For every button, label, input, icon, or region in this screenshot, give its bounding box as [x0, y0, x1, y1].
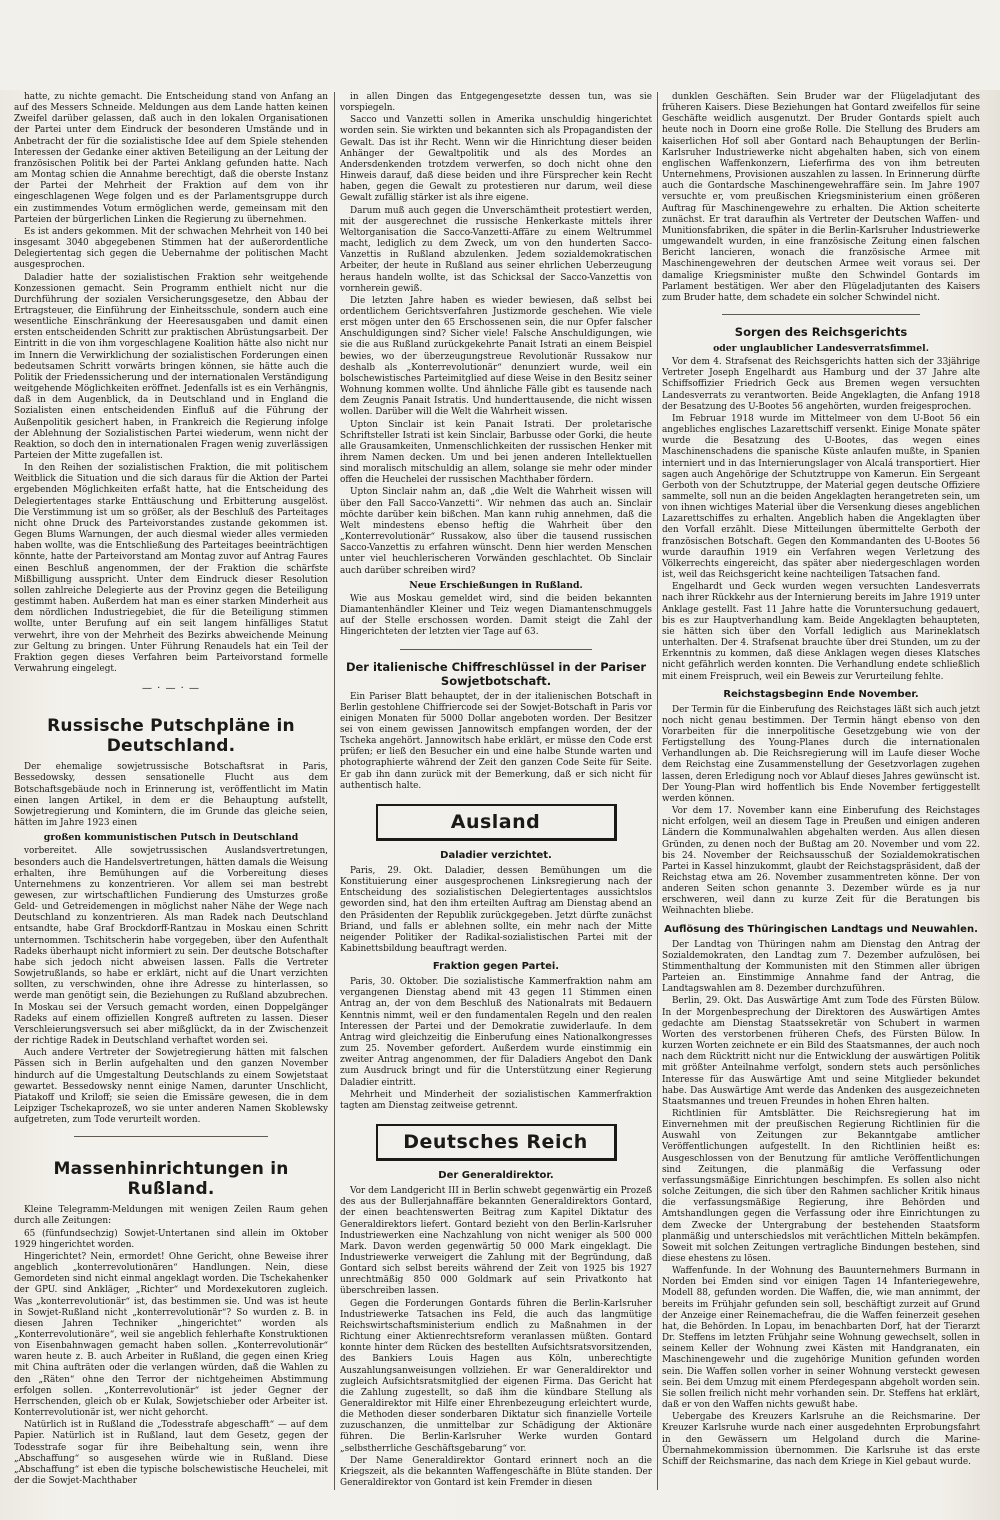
column-rule — [334, 92, 335, 1490]
section-header-deutsches-reich: Deutsches Reich — [376, 1124, 617, 1161]
divider — [74, 1136, 268, 1137]
article-paragraph: Upton Sinclair ist kein Panait Istrati. Der proletarische Schriftsteller Istrati ist kein Sinclair, Barbusse oder Gorki, die heute alle Grausamkeiten, Unmenschlichkeiten der russischen Henker mit ihrem Namen decken. Um und bei jenen anderen Intellektuellen sind moralisch mitschuldig an allem, solange sie mehr oder minder offen die Heuchelei der russischen Machthaber fördern. — [340, 419, 652, 486]
column-rule — [657, 92, 658, 1490]
headline-putschplaene: Russische Putschpläne in Deutschland. — [47, 716, 295, 757]
article-paragraph: Sacco und Vanzetti sollen in Amerika unschuldig hingerichtet worden sein. Sie wirkten und bekannten sich als Propagandisten der Gewalt. Das ist ihr Recht. Wenn wir die Hinrichtung dieser beiden Anhänger der Gewaltpolitik und als des Mordes an Andersdenkenden trotzdem verwerfen, so doch nicht ohne den Hinweis darauf, daß diese beiden und ihre Fürsprecher kein Recht haben, gegen die Gewalt zu protestieren nur darum, weil diese Gewalt zufällig stärker ist als ihre eigene. — [340, 115, 652, 204]
article-paragraph: Der Landtag von Thüringen nahm am Dienstag den Antrag der Sozialdemokraten, den Landtag zum 7. Dezember aufzulösen, bei Stimmenthaltung der Kommunisten mit den Stimmen aller übrigen Parteien an. Einstimmige Annahme fand der Antrag, die Landtagswahlen am 8. Dezember durchzuführen. — [662, 939, 980, 995]
article-paragraph: Richtlinien für Amtsblätter. Die Reichsregierung hat im Einvernehmen mit der preußischen Regierung Richtlinien für die Auswahl von Zeitungen zur Bekanntgabe amtlicher Veröffentlichungen aufgestellt. In den Richtlinien heißt es: Ausgeschlossen von der Benutzung für amtliche Veröffentlichungen sind Zeitungen, die planmäßig die Verfassung oder verfassungsmäßige Einrichtungen beschimpfen. Es sollen also nicht solche Zeitungen, die sich über den Rahmen sachlicher Kritik hinaus die verfassungsmäßige Regierung, ihre Behörden und Amtshandlungen gegen die Verfassung oder ihre Einrichtungen zu dem Zwecke der Untergrabung der bestehenden Staatsform planmäßig und unterschiedslos mit verächtlichen Mitteln bekämpfen. Soweit mit solchen Zeitungen vertragliche Bindungen bestehen, sind diese ehestens zu lösen. — [662, 1108, 980, 1264]
article-paragraph: Vor dem 17. November kann eine Einberufung des Reichstages nicht erfolgen, weil an diesem Tage in Preußen und einigen anderen Ländern die Kommunalwahlen abgehalten werden. Aus allen diesen Gründen, zu denen noch der Bußtag am 20. November und vom 22. bis 24. November der Reichsausschuß der Sozialdemokratischen Partei in Kassel hinzukommt, glaubt der Reichstagspräsident, daß der Reichstag etwa am 26. November zusammentreten könne. Der von anderen Seiten schon genannte 3. Dezember würde es ja nur erschweren, weil dann zu kurze Zeit für die Beratungen bis Weihnachten bliebe. — [662, 806, 980, 917]
article-paragraph: Hingerichtet? Nein, ermordet! Ohne Gericht, ohne Beweise ihrer angeblich „konterrevolutionären“ Handlungen. Nein, diese Gemordeten sind nicht einmal angeklagt worden. Die Tschekahenker der GPU. sind Ankläger, „Richter“ und Mordexekutoren zugleich. Was „konterrevolutionär“ ist, das bestimmen sie. Und was ist heute in Sowjet-Rußland nicht „konterrevolutionär“? So wurden z. B. in diesen Jahren Techniker „hingerichtet“ worden als „Konterrevolutionäre“, weil sie angeblich fehlerhafte Konstruktionen von Eisenbahnwagen gemacht haben sollen. „Konterrevolutionär“ waren heute z. B. auch Arbeiter in Rußland, die gegen einen Krieg mit China aufträten oder die verlangen würden, daß die Wahlen zu den „Räten“ ohne den Terror der nichtgeheimen Abstimmung erfolgen sollen. „Konterrevolutionär“ ist jeder Gegner der Herrschenden, gleich ob er Kulak, Sowjetschieber oder Arbeiter ist. Konterrevolutionär ist, wer nicht gehorcht. — [14, 1251, 328, 1419]
column-1 — [14, 92, 328, 1490]
article-paragraph: Berlin, 29. Okt. Das Auswärtige Amt zum Tode des Fürsten Bülow. In der Morgenbesprechung der Direktoren des Auswärtigen Amtes gedachte am Dienstag Staatssekretär von Schubert in warmen Worten des verstorbenen früheren Chefs, des Fürsten Bülow. In kurzen Worten zeichnete er ein Bild des Staatsmannes, der auch noch nach dem Rücktritt nicht nur die Entwicklung der auswärtigen Politik mit größter Anteilnahme verfolgt, sondern stets auch persönliches Interesse für das Auswärtige Amt und seine Mitglieder bekundet habe. Das Auswärtige Amt werde das Andenken des ausgezeichneten Staatsmannes und treuen Freundes in hohen Ehren halten. — [662, 996, 980, 1107]
subheadline: Neue Erschießungen in Rußland. — [409, 579, 583, 591]
article-paragraph: vorbereitet. Alle sowjetrussischen Auslandsvertretungen, besonders auch die Handelsvertretungen, hätten damals die Weisung erhalten, ihre Bemühungen auf die Vorbereitung dieses Unternehmens zu konzentrieren. Vor allem sei man bestrebt gewesen, zur wirtschaftlichen Fundierung des Umsturzes große Geld- und Getreidemengen in möglichst naher Nähe der Wege nach Deutschland zu konzentrieren. Als man Radek nach Deutschland entsandte, habe Graf Brockdorff-Rantzau in Moskau einen Schritt unternommen. Tschitscherin habe vorgegeben, über den Aufenthalt Radeks überhaupt nicht informiert zu sein. Der deutsche Botschafter habe sich jedoch nicht abweisen lassen. Falls die Vertreter Sowjetrußlands, so habe er erklärt, nicht auf die Unart verzichten sollten, zu verschwinden, ohne ihre Adresse zu hinterlassen, so werde man genötigt sein, die Beziehungen zu Rußland abzubrechen. In Moskau sei der Versuch gemacht worden, einen Doppelgänger Radeks auf einem offiziellen Kongreß auftreten zu lassen. Dieser Verschleierungsversuch sei aber mißglückt, da in der Zwischenzeit der richtige Radek in Deutschland verhaftet worden sei. — [14, 846, 328, 1047]
article-paragraph: Der Name Generaldirektor Gontard erinnert noch an die Kriegszeit, als die bekannten Waffengeschäfte in Blüte standen. Der Generaldirektor von Gontard ist kein Fremder in diesen — [340, 1455, 652, 1489]
article-paragraph: In den Reihen der sozialistischen Fraktion, die mit politischem Weitblick die Situation und die sich daraus für die Aktion der Partei ergebenden Möglichkeiten erfaßt hatte, hat die Entscheidung des Delegiertentages starke Enttäuschung und Erbitterung ausgelöst. Die Verstimmung ist um so größer, als der Beschluß des Parteitages nicht ohne Druck des Parteivorstandes zustande gekommen ist. Gegen Blums Warnungen, der auch diesmal wieder alles vermieden haben wollte, was die Entschließung des Parteitages beeinträchtigen könnte, hatte der Parteivorstand am Montag zuvor auf Antrag Faures einen Beschluß angenommen, der der Fraktion die schärfste Mißbilligung ausspricht. Unter dem Eindruck dieser Resolution sollen zahlreiche Delegierte aus der Provinz gegen die Beteiligung gestimmt haben. Außerdem hat man es einer starken Minderheit aus dem nördlichen Industriegebiet, die für die Beteiligung stimmen wollte, unter Berufung auf ein seit langem hinfälliges Statut verwehrt, ihre von der Mehrheit des Bezirks abweichende Meinung zur Geltung zu bringen. Unter Führung Renaudels hat ein Teil der Fraktion gegen dieses Verfahren beim Parteivorstand formelle Verwahrung eingelegt. — [14, 463, 328, 674]
headline-reichsgericht: Sorgen des Reichsgerichts — [734, 324, 908, 339]
article-paragraph: Gegen die Forderungen Gontards führen die Berlin-Karlsruher Industriewerke Tatsachen ins Feld, die auch das langmütige Reichswirtschaftsministerium endlich zu Maßnahmen in der Richtung einer Aktienrechtsreform veranlassen müßten. Gontard konnte hinter dem Rücken des bestellten Aufsichtsratsvorsitzenden, des Bankiers Louis Hagen aus Köln, unberechtigte Auszahlungsanweisungen vollziehen. Er war Generaldirektor und zugleich Aufsichtsratsmitglied der eigenen Firma. Das Gericht hat die Zahlung zugestellt, so daß ihm die kündbare Stellung als Generaldirektor mit Hilfe einer Ehrenbezeugung erleichtert wurde, die Methoden dieser sonderbaren Diktatur sich finanzielle Vorteile zuzuschanzen, die unmittelbar zur Schädigung der Aktionäre führen. Die Berlin-Karlsruher Werke wurden Gontard „selbstherrliche Geschäftsgebarung“ vor. — [340, 1298, 652, 1454]
article-paragraph: Uebergabe des Kreuzers Karlsruhe an die Reichsmarine. Der Kreuzer Karlsruhe wurde nach einer ausgedehnten Erprobungsfahrt in den Gewässern um Helgoland durch die Marine-Übernahmekommission übernommen. Die Karlsruhe ist das erste Schiff der Reichsmarine, das nach dem Kriege in Kiel gebaut wurde. — [662, 1412, 980, 1467]
headline-chiffreschluessel: Der italienische Chiffreschlüssel in der Pariser Sowjetbotschaft. — [345, 659, 647, 688]
article-paragraph: Im Februar 1918 wurde im Mittelmeer von dem U-Boot 56 ein angebliches englisches Lazarettschiff versenkt. Einige Monate später wurde die Besatzung des U-Bootes, das wegen eines Maschinenschadens die spanische Küste anlaufen mußte, in Spanien interniert und in das Internierungslager von Alcalá transportiert. Hier sagen auch Angehörige der Schutztruppe von Kamerun. Ein Sergeant Gerboth von der Schutztruppe, der Material gegen deutsche Offiziere sammelte, soll nun an die beiden Angeklagten herangetreten sein, um von ihnen wichtiges Material über die Versenkung dieses angeblichen Lazarettschiffes zu erhalten. Angeblich haben die Angeklagten über den Vorfall erzählt. Diese Mitteilungen übermittelte Gerboth der französischen Botschaft. Gegen den Kommandanten des U-Bootes 56 wurde daraufhin 1919 ein Verfahren wegen Verletzung des Völkerrechts eingereicht, das später aber niedergeschlagen worden ist, weil das Reichsgericht keine nachteiligen Tatsachen fand. — [662, 413, 980, 581]
article-paragraph: Darum muß auch gegen die Unverschämtheit protestiert werden, mit der ausgerechnet die russische Henkerkaste mittels ihrer Weltorganisation die Sacco-Vanzetti-Affäre zu einem Weltrummel macht, lediglich zu dem Zweck, um von den hunderten Sacco-Vanzettis in Rußland abzulenken. Jedem sozialdemokratischen Arbeiter, der heute in Rußland aus seiner ehrlichen Ueberzeugung heraus handeln wollte, ist das Schicksal der Sacco-Vanzettis von vornherein gewiß. — [340, 205, 652, 294]
headline-daladier: Daladier verzichtet. — [440, 849, 552, 861]
article-paragraph: Kleine Telegramm-Meldungen mit wenigen Zeilen Raum gehen durch alle Zeitungen: — [14, 1205, 328, 1227]
divider — [722, 314, 920, 315]
headline-generaldirektor: Der Generaldirektor. — [438, 1170, 554, 1182]
article-paragraph: Vor dem Landgericht III in Berlin schwebt gegenwärtig ein Prozeß des aus der Bullerjahnaffäre bekannten Generaldirektors Gontard, der einen beachtenswerten Beitrag zum Kapitel Diktatur des Generaldirektors liefert. Gontard bezieht von den Berlin-Karlsruher Industriewerken eine Nachzahlung von nicht weniger als 500 000 Mark. Davon werden gegenwärtig 50 000 Mark eingeklagt. Die Industriewerke verweigert die Zahlung mit der Begründung, daß Gontard sich selbst bereits während der Zeit von 1925 bis 1927 unrechtmäßig 850 000 Goldmark auf sein Privatkonto hat überschreiben lassen. — [340, 1186, 652, 1297]
headline-fraktion: Fraktion gegen Partei. — [432, 961, 560, 973]
article-paragraph: 65 (fünfundsechzig) Sowjet-Untertanen sind allein im Oktober 1929 hingerichtet worden. — [14, 1228, 328, 1250]
article-paragraph: Paris, 29. Okt. Daladier, dessen Bemühungen um die Konstituierung einer ausgesprochenen Linksregierung nach der Entscheidung des sozialistischen Delegiertentages aussichtslos geworden sind, hat den ihm erteilten Auftrag am Dienstag abend an den Präsidenten der Republik zurückgegeben. Jetzt dürfte zunächst Briand, und falls er ablehnen sollte, ein mehr nach der Mitte neigender Politiker der Radikal-sozialistischen Partei mit der Kabinettsbildung beauftragt werden. — [340, 865, 652, 954]
article-paragraph: Natürlich ist in Rußland die „Todesstrafe abgeschafft“ — auf dem Papier. Natürlich ist in Rußland, laut dem Gesetz, gegen der Todesstrafe sogar für ihre Beibehaltung sein, wenn ihre „Abschaffung“ so ausgesehen würde wie in Rußland. Diese „Abschaffung“ ist eben die typische bolschewistische Heuchelei, mit der die Sowjet-Machthaber — [14, 1420, 328, 1487]
article-paragraph: Wie aus Moskau gemeldet wird, sind die beiden bekannten Diamantenhändler Kleiner und Teiz wegen Diamantenschmuggels auf der Stelle erschossen worden. Damit steigt die Zahl der Hingerichteten der letzten vier Tage auf 63. — [340, 593, 652, 638]
article-paragraph: Paris, 30. Oktober. Die sozialistische Kammerfraktion nahm am vergangenen Dienstag abend mit 43 gegen 11 Stimmen einen Antrag an, der von dem Beschluß des Nationalrats mit Bedauern Kenntnis nimmt, weil er den fundamentalen Regeln und den realen Interessen der Partei und der Demokratie zuwiderlaufe. In dem Antrag wird gleichzeitig die Einberufung eines Nationalkongresses zum 25. November gefordert. Außerdem wurde einstimmig ein zweiter Antrag angenommen, der für Daladiers Angebot den Dank zum Ausdruck bringt und für die Unterstützung einer Regierung Daladier eintritt. — [340, 977, 652, 1088]
article-paragraph: Auch andere Vertreter der Sowjetregierung hätten mit falschen Pässen sich in Berlin aufgehalten und den ganzen November hindurch auf die Umgestaltung Deutschlands zu einem Sowjetstaat gewartet. Bessedowsky nennt einige Namen, darunter Unschlicht, Piatakoff und Kriloff; sie seien die Emissäre gewesen, die in dem Leipziger Tschekaprozeß, wo sie unter anderen Namen Skoblewsky aufgetreten, zum Tode verurteilt worden. — [14, 1048, 328, 1126]
article-paragraph: Ein Pariser Blatt behauptet, der in der italienischen Botschaft in Berlin gestohlene Chiffriercode sei der Sowjet-Botschaft in Paris vor einigen Monaten für 5000 Dollar angeboten worden. Der Besitzer sei von einem gewissen Jannowitsch empfangen worden, der der Tscheka angehört. Jannowitsch habe erklärt, er müsse den Code erst prüfen; er ließ den Besucher ein und eine halbe Stunde warten und photographierte während der Zeit den ganzen Code Seite für Seite. Er gab ihn dann zurück mit der Bemerkung, daß er sich nicht für authentisch halte. — [340, 691, 652, 791]
divider — [400, 649, 592, 650]
article-paragraph: Die letzten Jahre haben es wieder bewiesen, daß selbst bei ordentlichem Gerichtsverfahren Justizmorde geschehen. Wie viele erst mögen unter den 65 Erschossenen sein, die nur Opfer falscher Anschuldigungen sind? Sicher viele! Falsche Anschuldigungen, wie sie die aus Rußland zurückgekehrte Panait Istrati an einem Beispiel bewies, wo der überzeugungstreue Revolutionär Russakow nur deshalb als „Konterrevolutionär“ denunziert wurde, weil ein bolschewistisches Parteimitglied auf diese Weise in den Besitz seiner Wohnung kommen wollte. Und ähnliche Fälle gibt es tausende nach dem Zeugnis Panait Istratis. Und hunderttausende, die nicht wissen wollen. Darüber will die Welt die Wahrheit wissen. — [340, 295, 652, 418]
column-2 — [340, 92, 652, 1490]
article-paragraph: Der Termin für die Einberufung des Reichstages läßt sich auch jetzt noch nicht genau bestimmen. Der Termin hängt ebenso von den Vorarbeiten für die innerpolitische Gesetzgebung wie von der Fertigstellung des Young-Planes durch die internationalen Verhandlungen ab. Die Reichsregierung will im Laufe dieser Woche dem Reichstag eine Zusammenstellung der Gesetzvorlagen zugehen lassen, deren Erledigung noch vor Ablauf dieses Jahres gewünscht ist. Der Young-Plan wird hoffentlich bis Ende November fertiggestellt werden können. — [662, 704, 980, 804]
article-paragraph: in allen Dingen das Entgegengesetzte dessen tun, was sie vorspiegeln. — [340, 92, 652, 114]
article-paragraph: Engelhardt und Geck wurden wegen versuchten Landesverrats nach ihrer Rückkehr aus der Internierung bereits im Jahre 1919 unter Anklage gestellt. Fast 11 Jahre hatte die Voruntersuchung gedauert, bis es zur Hauptverhandlung kam. Beide Angeklagten behaupteten, sie hätten sich über den Vorfall lediglich aus Marineklatsch unterhalten. Der 4. Strafsenat brauchte über drei Stunden, um zu der Erkenntnis zu kommen, daß diese Anklagen wegen dieses Klatsches nicht gefährlich werden konnten. Die Verhandlung endete schließlich mit einem Freispruch, weil ein Beweis zur Verurteilung fehlte. — [662, 582, 980, 682]
top-margin — [0, 0, 1000, 90]
article-paragraph: Upton Sinclair nahm an, daß „die Welt die Wahrheit wissen will über den Fall Sacco-Vanzetti“. Wir nehmen das auch an. Sinclair möchte darüber kein bißchen. Man kann ruhig annehmen, daß die Welt mindestens ebenso heftig die Wahrheit über den „Konterrevolutionär“ Russakow, also über die tausend russischen Sacco-Vanzettis zu erfahren wünscht. Denn hier werden Menschen unter viel heuchlerischeren Vorwänden geschlachtet. Ob Sinclair auch darüber schreiben wird? — [340, 487, 652, 576]
section-header-ausland: Ausland — [376, 804, 617, 841]
headline-reichstagsbeginn: Reichstagsbeginn Ende November. — [723, 688, 919, 700]
article-paragraph: dunklen Geschäften. Sein Bruder war der Flügeladjutant des früheren Kaisers. Diese Beziehungen hat Gontard zweifellos für seine Geschäfte weidlich ausgenutzt. Der Bruder Gontards spielt auch heute noch in Doorn eine große Rolle. Die Stellung des Bruders am kaiserlichen Hof soll aber Gontard nach Behauptungen der Berlin-Karlsruher Industriewerke nicht abgehalten haben, sich von einem englischen Waffenkonzern, Lieferfirma des von ihm betreuten Unternehmens, Provisionen auszahlen zu lassen. In Erinnerung dürfte auch die Gontardsche Maschinengewehraffäre sein. Im Jahre 1907 versuchte er, vom preußischen Kriegsministerium einen größeren Auftrag für Maschinengewehre zu erhalten. Die Aktion scheiterte zunächst. Er trat daraufhin als Vertreter der Deutschen Waffen- und Munitionsfabriken, die später in die Berlin-Karlsruher Industriewerke umgewandelt wurden, in eine französische Zeitung einen falschen Bericht lancieren, wonach die französische Armee mit Maschinengewehren der deutschen Armee weit voraus sei. Der damalige Kriegsminister mußte den Schwindel Gontards im Parlament bestätigen. Wer aber den Flügeladjutanten des Kaisers zum Bruder hatte, dem schadete ein solcher Schwindel nicht. — [662, 92, 980, 303]
article-paragraph: Der ehemalige sowjetrussische Botschaftsrat in Paris, Bessedowsky, dessen sensationelle Flucht aus dem Botschaftsgebäude noch in Erinnerung ist, veröffentlicht im Matin einen langen Artikel, in dem er die Behauptung aufstellt, Sowjetregierung und Komintern, die im Grunde das gleiche seien, hätten im Jahre 1923 einen — [14, 762, 328, 829]
article-paragraph: Waffenfunde. In der Wohnung des Bauunternehmers Burmann in Norden bei Emden sind vor einigen Tagen 14 Infanteriegewehre, Modell 88, gefunden worden. Die Waffen, die, wie man annimmt, der bereits im Frühjahr gefunden sein soll, beschäftigt zurzeit auf Grund der Anzeige einer Reinemachefrau, die die Waffen feinerzeit gesehen hat, die Behörden. In Lopau, im benachbarten Dorf, hat der Tierarzt Dr. Steffens im letzten Frühjahr seine Wohnung gewechselt, sollen in seinem Keller der Wohnung zwei Kästen mit Handgranaten, ein Maschinengewehr und die zugehörige Munition gefunden worden sein. Die Waffen sollen vorher in seiner Wohnung versteckt gewesen sein. Bei dem Umzug mit einem Pferdegespann abgeholt worden sein. Sie sollen freilich nicht mehr vorhanden sein. Dr. Steffens hat erklärt, daß er von den Waffen nichts gewußt habe. — [662, 1266, 980, 1411]
article-paragraph: Daladier hatte der sozialistischen Fraktion sehr weitgehende Konzessionen gemacht. Sein Programm enthielt nicht nur die Durchführung der sozialen Versicherungsgesetze, den Abbau der Ertragsteuer, die Einführung der Einheitsschule, sondern auch eine wesentliche Einschränkung der Heeresausgaben und damit einen ersten entscheidenden Schritt zur praktischen Abrüstungsarbeit. Der Eintritt in die von ihm vorgeschlagene Koalition hätte also nicht nur im Innern die Verwirklichung der sozialistischen Forderungen einen bedeutsamen Schritt vorwärts bringen können, sie hätte auch die Politik der Friedenssicherung und der internationalen Verständigung weitgehende Möglichkeiten eröffnet. Jedenfalls ist es ein Verhängnis, daß in dem Augenblick, da in Deutschland und in England die Sozialisten einen entscheidenden Einfluß auf die Führung der Außenpolitik gesichert haben, in Frankreich die Regierung infolge der Ablehnung der Sozialistischen Partei wiederum, wenn nicht der Reaktion, so doch den in internationalen Fragen wenig zuverlässigen Parteien der Mitte zugefallen ist. — [14, 272, 328, 461]
article-paragraph: Mehrheit und Minderheit der sozialistischen Kammerfraktion tagten am Dienstag zeitweise getrennt. — [340, 1089, 652, 1111]
subheadline: oder unglaublicher Landesverratsfimmel. — [713, 342, 929, 354]
separator-ornament: — · — · — — [141, 683, 201, 695]
subheadline: großen kommunistischen Putsch in Deutschland — [43, 832, 299, 844]
column-3 — [662, 92, 980, 1490]
article-paragraph: Es ist anders gekommen. Mit der schwachen Mehrheit von 140 bei insgesamt 3040 abgegebenen Stimmen hat der außerordentliche Delegiertentag sich gegen die Uebernahme der politischen Macht ausgesprochen. — [14, 226, 328, 271]
article-paragraph: Vor dem 4. Strafsenat des Reichsgerichts hatten sich der 33jährige Vertreter Joseph Engelhardt aus Hamburg und der 37 Jahre alte Schiffsoffizier Friedrich Geck aus Bremen wegen versuchten Landesverrats zu verantworten. Beide Angeklagten, die Anfang 1918 der Besatzung des U-Bootes 56 angehörten, wurden freigesprochen. — [662, 357, 980, 412]
headline-massenhinrichtungen: Massenhinrichtungen in Rußland. — [53, 1159, 289, 1200]
article-paragraph: hatte, zu nichte gemacht. Die Entscheidung stand von Anfang an auf des Messers Schneide. Meldungen aus dem Lande hatten keinen Zweifel darüber gelassen, daß auch in den lokalen Organisationen der Partei unter dem Eindruck der besonderen Umstände und in Anbetracht der für die sozialistische Idee auf dem Spiele stehenden Interessen der Gedanke einer aktiven Beteiligung an der Leitung der französischen Politik bei der Partei Anklang gefunden hatte. Nach am Montag schien die Annahme berechtigt, daß die oberste Instanz der Partei der Mehrheit der Fraktion auf dem von ihr eingeschlagenen Wege folgen und es der Parlamentsgruppe durch ein zustimmendes Votum ermöglichen werde, gemeinsam mit den Parteien der bürgerlichen Linken die Regierung zu übernehmen. — [14, 92, 328, 225]
headline-thueringen: Auflösung des Thüringischen Landtags und Neuwahlen. — [664, 923, 978, 935]
